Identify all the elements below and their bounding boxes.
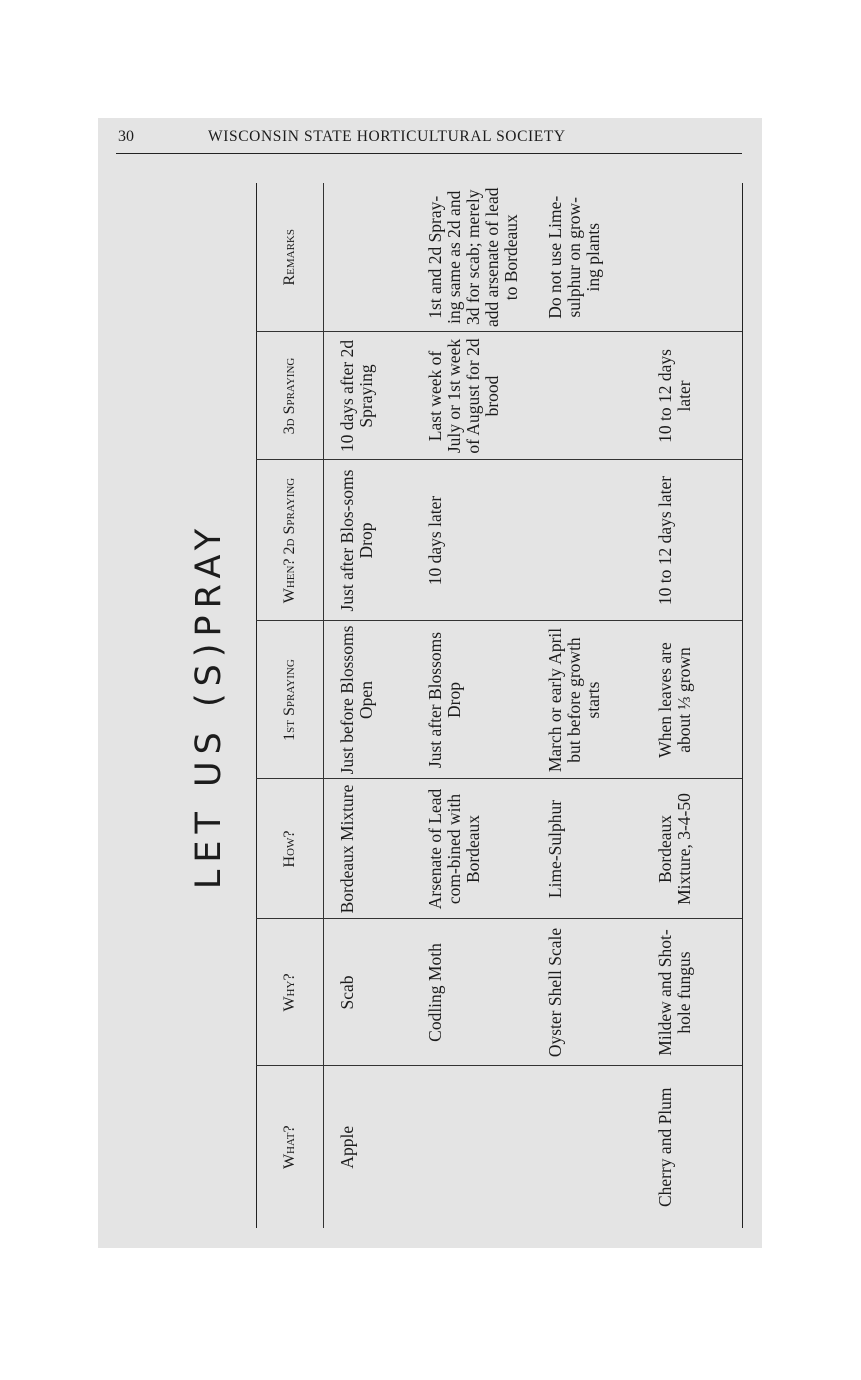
column-header-what: What?: [257, 1066, 324, 1228]
table-cell: Apple: [324, 1066, 412, 1228]
spray-schedule-table: [256, 183, 743, 1228]
table-row: [642, 183, 743, 1228]
table-cell: [532, 1066, 642, 1228]
page-title: LET US (S)PRAY: [189, 521, 229, 890]
table-cell: 10 to 12 days later: [642, 460, 743, 621]
table-cell: Do not use Lime-sulphur on grow-ing plants: [532, 183, 642, 332]
table-header-row: [257, 183, 324, 1228]
column-header-why: Why?: [257, 919, 324, 1066]
table-cell: Just after Blos-soms Drop: [324, 460, 412, 621]
running-header: WISCONSIN STATE HORTICULTURAL SOCIETY: [208, 128, 566, 145]
table-cell: Scab: [324, 919, 412, 1066]
table-cell: When leaves are about ⅓ grown: [642, 621, 743, 779]
table-cell: Just before Blossoms Open: [324, 621, 412, 779]
table-cell: Cherry and Plum: [642, 1066, 743, 1228]
table-cell: Bordeaux Mixture: [324, 779, 412, 919]
table-cell: [412, 1066, 532, 1228]
table-cell: 1st and 2d Spray-ing same as 2d and 3d for scab; merely add arsenate of lead to Bordeaux: [412, 183, 532, 332]
table-cell: 10 to 12 days later: [642, 332, 743, 460]
page-number: 30: [118, 128, 134, 145]
table-row: [412, 183, 532, 1228]
table-cell: Lime-Sulphur: [532, 779, 642, 919]
table-row: [532, 183, 642, 1228]
table-cell: [532, 332, 642, 460]
column-header-remarks: Remarks: [257, 183, 324, 332]
table-cell: Last week of July or 1st week of August for 2d brood: [412, 332, 532, 460]
column-header-1st-spraying: 1st Spraying: [257, 621, 324, 779]
table-cell: [642, 183, 743, 332]
column-header-how: How?: [257, 779, 324, 919]
scanned-page: [98, 118, 762, 1248]
header-rule: [116, 153, 742, 154]
table-row: [324, 183, 412, 1228]
table-cell: Bordeaux Mixture, 3-4-50: [642, 779, 743, 919]
table-cell: Arsenate of Lead com-bined with Bordeaux: [412, 779, 532, 919]
table-cell: 10 days later: [412, 460, 532, 621]
table-cell: Mildew and Shot-hole fungus: [642, 919, 743, 1066]
table-cell: March or early April but before growth starts: [532, 621, 642, 779]
table-cell: Just after Blossoms Drop: [412, 621, 532, 779]
column-header-2d-spraying: When? 2d Spraying: [257, 460, 324, 621]
rotated-content: [178, 183, 743, 1228]
table-cell: [324, 183, 412, 332]
table-cell: [532, 460, 642, 621]
column-header-3d-spraying: 3d Spraying: [257, 332, 324, 460]
table-cell: Oyster Shell Scale: [532, 919, 642, 1066]
table-cell: 10 days after 2d Spraying: [324, 332, 412, 460]
table-cell: Codling Moth: [412, 919, 532, 1066]
